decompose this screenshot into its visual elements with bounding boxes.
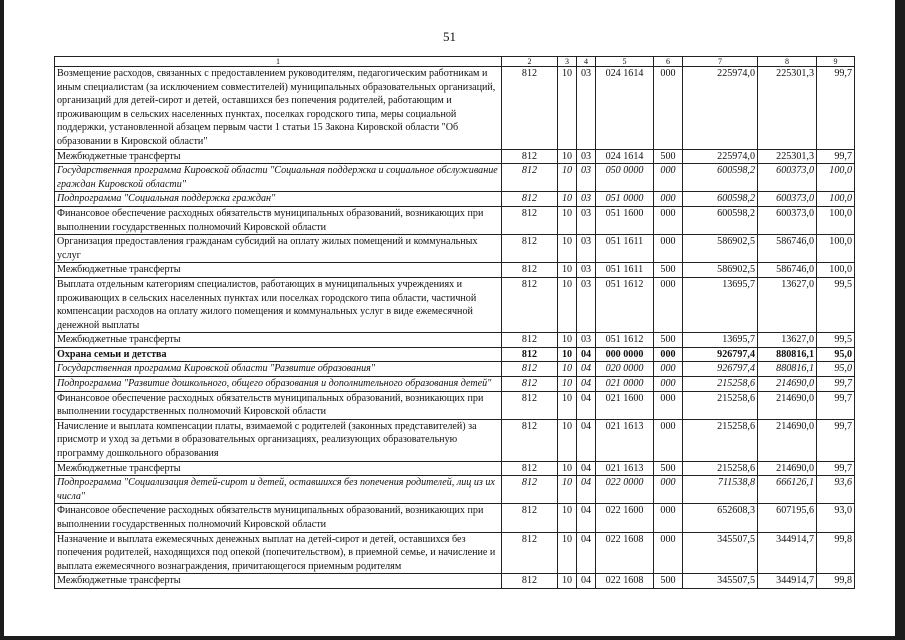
execution-percent-cell: 95,0 (817, 347, 855, 362)
expense-type-cell: 000 (654, 504, 683, 532)
target-article-cell: 022 1608 (596, 532, 654, 574)
admin-code-cell: 812 (502, 419, 558, 461)
expense-type-cell: 500 (654, 461, 683, 476)
row-description: Межбюджетные трансферты (55, 574, 502, 589)
approved-amount-cell: 586902,5 (683, 263, 758, 278)
section-cell: 10 (558, 419, 577, 461)
target-article-cell: 024 1614 (596, 67, 654, 150)
execution-percent-cell: 99,7 (817, 149, 855, 164)
execution-percent-cell: 100,0 (817, 206, 855, 234)
section-cell: 10 (558, 347, 577, 362)
target-article-cell: 000 0000 (596, 347, 654, 362)
execution-percent-cell: 95,0 (817, 362, 855, 377)
page-number: 51 (443, 29, 456, 44)
section-cell: 10 (558, 362, 577, 377)
section-cell: 10 (558, 192, 577, 207)
row-description: Государственная программа Кировской области "Развитие образования" (55, 362, 502, 377)
row-description: Финансовое обеспечение расходных обязательств муниципальных образований, возникающих при выполнении государственных полномочий Кировской области (55, 504, 502, 532)
row-description: Финансовое обеспечение расходных обязательств муниципальных образований, возникающих при выполнении государственных полномочий Кировской области (55, 391, 502, 419)
admin-code-cell: 812 (502, 164, 558, 192)
row-description: Межбюджетные трансферты (55, 149, 502, 164)
expense-type-cell: 000 (654, 391, 683, 419)
approved-amount-cell: 345507,5 (683, 574, 758, 589)
approved-amount-cell: 711538,8 (683, 476, 758, 504)
target-article-cell: 051 1612 (596, 333, 654, 348)
execution-percent-cell: 93,0 (817, 504, 855, 532)
target-article-cell: 021 1600 (596, 391, 654, 419)
table-row (55, 504, 855, 532)
admin-code-cell: 812 (502, 504, 558, 532)
subsection-cell: 04 (577, 347, 596, 362)
section-cell: 10 (558, 67, 577, 150)
table-row (55, 263, 855, 278)
column-header-row (55, 57, 855, 67)
row-description: Охрана семьи и детства (55, 347, 502, 362)
row-description: Выплата отдельным категориям специалистов, работающих в муниципальных учреждениях и проживающих в сельских населенных пунктах или поселках городского типа области, частичной компенсации расходов на оплату жилого помещения и коммунальных услуг в виде ежемесячной денежной выплаты (55, 277, 502, 332)
expense-type-cell: 000 (654, 419, 683, 461)
execution-percent-cell: 99,7 (817, 391, 855, 419)
execution-percent-cell: 99,7 (817, 67, 855, 150)
target-article-cell: 020 0000 (596, 362, 654, 377)
section-cell: 10 (558, 206, 577, 234)
executed-amount-cell: 600373,0 (758, 164, 817, 192)
admin-code-cell: 812 (502, 149, 558, 164)
subsection-cell: 03 (577, 263, 596, 278)
target-article-cell: 022 0000 (596, 476, 654, 504)
row-description: Подпрограмма "Социализация детей-сирот и детей, оставшихся без попечения родителей, лиц из их числа" (55, 476, 502, 504)
row-description: Возмещение расходов, связанных с предоставлением руководителям, педагогическим работникам и иным специалистам (за исключением совместителей) муниципальных образовательных организаций, организаций для детей-сирот и детей, оставшихся без попечения родителей, работающим и проживающим в сельских населенных пунктах, поселках городского типа, меры социальной поддержки, установленной абзацем первым части 1 статьи 15 Закона Кировской области "Об образовании в Кировской области" (55, 67, 502, 150)
expense-type-cell: 000 (654, 362, 683, 377)
table-row (55, 192, 855, 207)
column-header: 6 (654, 57, 683, 67)
subsection-cell: 04 (577, 362, 596, 377)
table-row (55, 235, 855, 263)
executed-amount-cell: 225301,3 (758, 149, 817, 164)
execution-percent-cell: 100,0 (817, 263, 855, 278)
admin-code-cell: 812 (502, 277, 558, 332)
row-description: Межбюджетные трансферты (55, 333, 502, 348)
approved-amount-cell: 225974,0 (683, 67, 758, 150)
target-article-cell: 050 0000 (596, 164, 654, 192)
section-cell: 10 (558, 461, 577, 476)
approved-amount-cell: 586902,5 (683, 235, 758, 263)
table-row (55, 532, 855, 574)
expense-type-cell: 500 (654, 149, 683, 164)
table-row (55, 206, 855, 234)
target-article-cell: 022 1600 (596, 504, 654, 532)
row-description: Подпрограмма "Развитие дошкольного, общего образования и дополнительного образования детей" (55, 377, 502, 392)
section-cell: 10 (558, 149, 577, 164)
approved-amount-cell: 652608,3 (683, 504, 758, 532)
admin-code-cell: 812 (502, 362, 558, 377)
execution-percent-cell: 99,5 (817, 333, 855, 348)
subsection-cell: 03 (577, 164, 596, 192)
admin-code-cell: 812 (502, 333, 558, 348)
row-description: Государственная программа Кировской области "Социальная поддержка и социальное обслуживание граждан Кировской области" (55, 164, 502, 192)
row-description: Финансовое обеспечение расходных обязательств муниципальных образований, возникающих при выполнении государственных полномочий Кировской области (55, 206, 502, 234)
expense-type-cell: 000 (654, 192, 683, 207)
executed-amount-cell: 600373,0 (758, 206, 817, 234)
target-article-cell: 021 1613 (596, 419, 654, 461)
table-row (55, 347, 855, 362)
document-page (4, 0, 895, 636)
section-cell: 10 (558, 504, 577, 532)
target-article-cell: 021 1613 (596, 461, 654, 476)
expense-type-cell: 500 (654, 263, 683, 278)
execution-percent-cell: 99,7 (817, 419, 855, 461)
executed-amount-cell: 214690,0 (758, 391, 817, 419)
section-cell: 10 (558, 476, 577, 504)
section-cell: 10 (558, 263, 577, 278)
executed-amount-cell: 214690,0 (758, 419, 817, 461)
target-article-cell: 051 1600 (596, 206, 654, 234)
target-article-cell: 024 1614 (596, 149, 654, 164)
target-article-cell: 051 1611 (596, 235, 654, 263)
target-article-cell: 022 1608 (596, 574, 654, 589)
executed-amount-cell: 225301,3 (758, 67, 817, 150)
expense-type-cell: 000 (654, 164, 683, 192)
column-header: 5 (596, 57, 654, 67)
executed-amount-cell: 666126,1 (758, 476, 817, 504)
admin-code-cell: 812 (502, 476, 558, 504)
target-article-cell: 051 1611 (596, 263, 654, 278)
expense-type-cell: 500 (654, 333, 683, 348)
subsection-cell: 04 (577, 504, 596, 532)
column-header: 7 (683, 57, 758, 67)
execution-percent-cell: 99,7 (817, 461, 855, 476)
approved-amount-cell: 345507,5 (683, 532, 758, 574)
expense-type-cell: 000 (654, 347, 683, 362)
table-row (55, 377, 855, 392)
row-description: Организация предоставления гражданам субсидий на оплату жилых помещений и коммунальных услуг (55, 235, 502, 263)
execution-percent-cell: 99,7 (817, 377, 855, 392)
expense-type-cell: 000 (654, 377, 683, 392)
executed-amount-cell: 607195,6 (758, 504, 817, 532)
table-row (55, 149, 855, 164)
subsection-cell: 04 (577, 391, 596, 419)
row-description: Подпрограмма "Социальная поддержка граждан" (55, 192, 502, 207)
section-cell: 10 (558, 235, 577, 263)
row-description: Назначение и выплата ежемесячных денежных выплат на детей-сирот и детей, оставшихся без попечения родителей, находящихся под опекой (попечительством), в приемной семье, и начисление и выплата ежемесячного вознаграждения, причитающегося приемным родителям (55, 532, 502, 574)
execution-percent-cell: 99,8 (817, 574, 855, 589)
subsection-cell: 03 (577, 277, 596, 332)
expense-type-cell: 000 (654, 277, 683, 332)
subsection-cell: 04 (577, 377, 596, 392)
approved-amount-cell: 13695,7 (683, 277, 758, 332)
admin-code-cell: 812 (502, 347, 558, 362)
admin-code-cell: 812 (502, 532, 558, 574)
table-row (55, 391, 855, 419)
executed-amount-cell: 344914,7 (758, 532, 817, 574)
table-row (55, 67, 855, 150)
approved-amount-cell: 13695,7 (683, 333, 758, 348)
table-row (55, 362, 855, 377)
approved-amount-cell: 215258,6 (683, 391, 758, 419)
executed-amount-cell: 880816,1 (758, 362, 817, 377)
approved-amount-cell: 225974,0 (683, 149, 758, 164)
admin-code-cell: 812 (502, 391, 558, 419)
budget-table (54, 56, 855, 589)
approved-amount-cell: 600598,2 (683, 164, 758, 192)
approved-amount-cell: 215258,6 (683, 419, 758, 461)
section-cell: 10 (558, 277, 577, 332)
table-row (55, 164, 855, 192)
admin-code-cell: 812 (502, 67, 558, 150)
column-header: 1 (55, 57, 502, 67)
executed-amount-cell: 600373,0 (758, 192, 817, 207)
execution-percent-cell: 93,6 (817, 476, 855, 504)
subsection-cell: 04 (577, 476, 596, 504)
table-row (55, 333, 855, 348)
target-article-cell: 051 0000 (596, 192, 654, 207)
approved-amount-cell: 215258,6 (683, 377, 758, 392)
subsection-cell: 03 (577, 149, 596, 164)
row-description: Межбюджетные трансферты (55, 263, 502, 278)
column-header: 4 (577, 57, 596, 67)
expense-type-cell: 000 (654, 532, 683, 574)
table-row (55, 476, 855, 504)
execution-percent-cell: 100,0 (817, 164, 855, 192)
admin-code-cell: 812 (502, 206, 558, 234)
executed-amount-cell: 13627,0 (758, 333, 817, 348)
table-row (55, 461, 855, 476)
subsection-cell: 04 (577, 419, 596, 461)
row-description: Межбюджетные трансферты (55, 461, 502, 476)
expense-type-cell: 000 (654, 206, 683, 234)
section-cell: 10 (558, 164, 577, 192)
column-header: 2 (502, 57, 558, 67)
approved-amount-cell: 926797,4 (683, 362, 758, 377)
subsection-cell: 03 (577, 235, 596, 263)
execution-percent-cell: 99,8 (817, 532, 855, 574)
expense-type-cell: 000 (654, 235, 683, 263)
target-article-cell: 021 0000 (596, 377, 654, 392)
section-cell: 10 (558, 532, 577, 574)
subsection-cell: 03 (577, 192, 596, 207)
column-header: 9 (817, 57, 855, 67)
subsection-cell: 04 (577, 574, 596, 589)
table-row (55, 419, 855, 461)
section-cell: 10 (558, 377, 577, 392)
execution-percent-cell: 100,0 (817, 235, 855, 263)
executed-amount-cell: 13627,0 (758, 277, 817, 332)
approved-amount-cell: 926797,4 (683, 347, 758, 362)
executed-amount-cell: 880816,1 (758, 347, 817, 362)
admin-code-cell: 812 (502, 263, 558, 278)
admin-code-cell: 812 (502, 235, 558, 263)
executed-amount-cell: 214690,0 (758, 377, 817, 392)
column-header: 8 (758, 57, 817, 67)
admin-code-cell: 812 (502, 461, 558, 476)
execution-percent-cell: 99,5 (817, 277, 855, 332)
executed-amount-cell: 586746,0 (758, 263, 817, 278)
expense-type-cell: 000 (654, 476, 683, 504)
table-row (55, 277, 855, 332)
executed-amount-cell: 344914,7 (758, 574, 817, 589)
table-row (55, 574, 855, 589)
column-header: 3 (558, 57, 577, 67)
subsection-cell: 04 (577, 461, 596, 476)
approved-amount-cell: 600598,2 (683, 206, 758, 234)
target-article-cell: 051 1612 (596, 277, 654, 332)
section-cell: 10 (558, 574, 577, 589)
executed-amount-cell: 214690,0 (758, 461, 817, 476)
section-cell: 10 (558, 391, 577, 419)
section-cell: 10 (558, 333, 577, 348)
execution-percent-cell: 100,0 (817, 192, 855, 207)
subsection-cell: 03 (577, 333, 596, 348)
expense-type-cell: 500 (654, 574, 683, 589)
row-description: Начисление и выплата компенсации платы, взимаемой с родителей (законных представителей) за присмотр и уход за детьми в образовательных организациях, реализующих образовательную программу дошкольного образования (55, 419, 502, 461)
subsection-cell: 03 (577, 206, 596, 234)
approved-amount-cell: 600598,2 (683, 192, 758, 207)
expense-type-cell: 000 (654, 67, 683, 150)
subsection-cell: 04 (577, 532, 596, 574)
executed-amount-cell: 586746,0 (758, 235, 817, 263)
admin-code-cell: 812 (502, 192, 558, 207)
subsection-cell: 03 (577, 67, 596, 150)
admin-code-cell: 812 (502, 574, 558, 589)
approved-amount-cell: 215258,6 (683, 461, 758, 476)
admin-code-cell: 812 (502, 377, 558, 392)
